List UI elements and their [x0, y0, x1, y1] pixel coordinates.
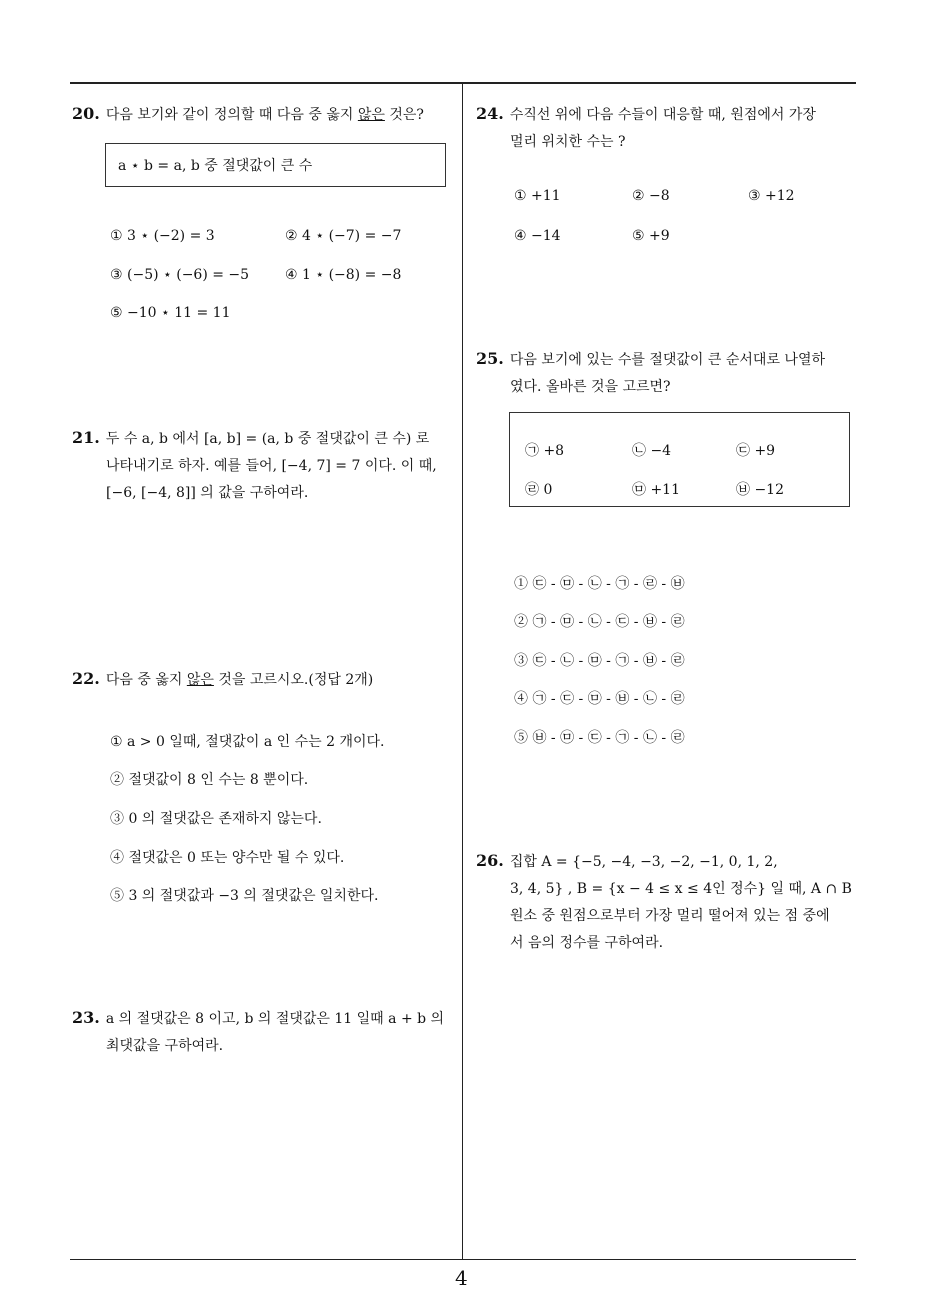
- question-22: [72, 665, 462, 694]
- question-21: [72, 424, 460, 507]
- question-line-2: 멀리 위치한 수는 ?: [510, 134, 626, 150]
- question-line-4: 서 음의 정수를 구하여라.: [510, 935, 664, 951]
- box-item: ㉥ −12: [736, 482, 784, 498]
- option-4: ④ 절댓값은 0 또는 양수만 될 수 있다.: [110, 850, 345, 866]
- option-3: ③ 0 의 절댓값은 존재하지 않는다.: [110, 811, 322, 827]
- option-4: ④ ㉠ - ㉢ - ㉤ - ㉥ - ㉡ - ㉣: [514, 691, 685, 707]
- option-4: ④ 1 ⋆ (−8) = −8: [285, 267, 402, 283]
- definition-text: a ⋆ b = a, b 중 절댓값이 큰 수: [118, 158, 313, 174]
- question-line-1: 두 수 a, b 에서 [a, b] = (a, b 중 절댓값이 큰 수) 로: [105, 431, 430, 447]
- question-line-2: 3, 4, 5} , B = {x − 4 ≤ x ≤ 4인 정수} 일 때, A ∩ B: [510, 881, 852, 897]
- option-1: ① a > 0 일때, 절댓값이 a 인 수는 2 개이다.: [110, 734, 385, 750]
- question-line-1: 집합 A = {−5, −4, −3, −2, −1, 0, 1, 2,: [509, 854, 778, 870]
- box-item: ㉣ 0: [525, 482, 553, 498]
- option-3: ③ ㉢ - ㉡ - ㉤ - ㉠ - ㉥ - ㉣: [514, 653, 685, 669]
- option-1: ① ㉢ - ㉤ - ㉡ - ㉠ - ㉣ - ㉥: [514, 576, 685, 592]
- question-number: 24.: [476, 104, 504, 123]
- question-number: 26.: [476, 851, 504, 870]
- question-26: [476, 847, 860, 957]
- question-number: 21.: [72, 428, 100, 447]
- option-2: ② 4 ⋆ (−7) = −7: [285, 228, 402, 244]
- underlined-word: 않은: [357, 107, 385, 123]
- option-5: ⑤ ㉥ - ㉤ - ㉢ - ㉠ - ㉡ - ㉣: [514, 730, 685, 746]
- question-number: 22.: [72, 669, 100, 688]
- question-line-2: 였다. 올바른 것을 고르면?: [510, 379, 671, 395]
- option-1: ① +11: [514, 188, 561, 204]
- box-item: ㉠ +8: [525, 443, 565, 459]
- column-divider: [462, 84, 463, 1260]
- question-text-end: 것은?: [384, 107, 424, 123]
- question-text: 다음 중 옳지: [105, 672, 187, 688]
- option-2: ② 절댓값이 8 인 수는 8 뿐이다.: [110, 772, 309, 788]
- question-20: [72, 100, 462, 129]
- question-line-2: 최댓값을 구하여라.: [106, 1038, 224, 1054]
- option-3: ③ +12: [748, 188, 795, 204]
- page-number: 4: [455, 1266, 468, 1290]
- question-text: 다음 보기와 같이 정의할 때 다음 중 옳지: [105, 107, 358, 123]
- question-number: 23.: [72, 1008, 100, 1027]
- option-2: ② ㉠ - ㉤ - ㉡ - ㉢ - ㉥ - ㉣: [514, 614, 685, 630]
- question-line-1: a 의 절댓값은 8 이고, b 의 절댓값은 11 일때 a + b 의: [105, 1011, 445, 1027]
- question-23: [72, 1004, 462, 1060]
- question-line-1: 수직선 위에 다음 수들이 대응할 때, 원점에서 가장: [509, 107, 816, 123]
- definition-box: [105, 143, 446, 187]
- option-5: ⑤ −10 ⋆ 11 = 11: [110, 305, 231, 321]
- question-line-1: 다음 보기에 있는 수를 절댓값이 큰 순서대로 나열하: [509, 352, 825, 368]
- question-text-end: 것을 고르시오.(정답 2개): [213, 672, 374, 688]
- question-line-3: [−6, [−4, 8]] 의 값을 구하여라.: [106, 485, 309, 501]
- option-1: ① 3 ⋆ (−2) = 3: [110, 228, 215, 244]
- bottom-rule: [70, 1259, 856, 1260]
- box-item: ㉤ +11: [632, 482, 680, 498]
- box-item: ㉡ −4: [632, 443, 672, 459]
- option-5: ⑤ 3 의 절댓값과 −3 의 절댓값은 일치한다.: [110, 888, 379, 904]
- question-line-3: 원소 중 원점으로부터 가장 멀리 떨어져 있는 점 중에: [510, 908, 830, 924]
- option-2: ② −8: [632, 188, 670, 204]
- question-number: 20.: [72, 104, 100, 123]
- underlined-word: 않은: [186, 672, 214, 688]
- question-number: 25.: [476, 349, 504, 368]
- option-4: ④ −14: [514, 228, 561, 244]
- option-5: ⑤ +9: [632, 228, 670, 244]
- question-25: [476, 345, 860, 401]
- option-3: ③ (−5) ⋆ (−6) = −5: [110, 267, 250, 283]
- question-24: [476, 100, 860, 156]
- box-item: ㉢ +9: [736, 443, 776, 459]
- example-box: [509, 412, 850, 507]
- top-rule: [70, 82, 856, 84]
- question-line-2: 나타내기로 하자. 예를 들어, [−4, 7] = 7 이다. 이 때,: [106, 458, 437, 474]
